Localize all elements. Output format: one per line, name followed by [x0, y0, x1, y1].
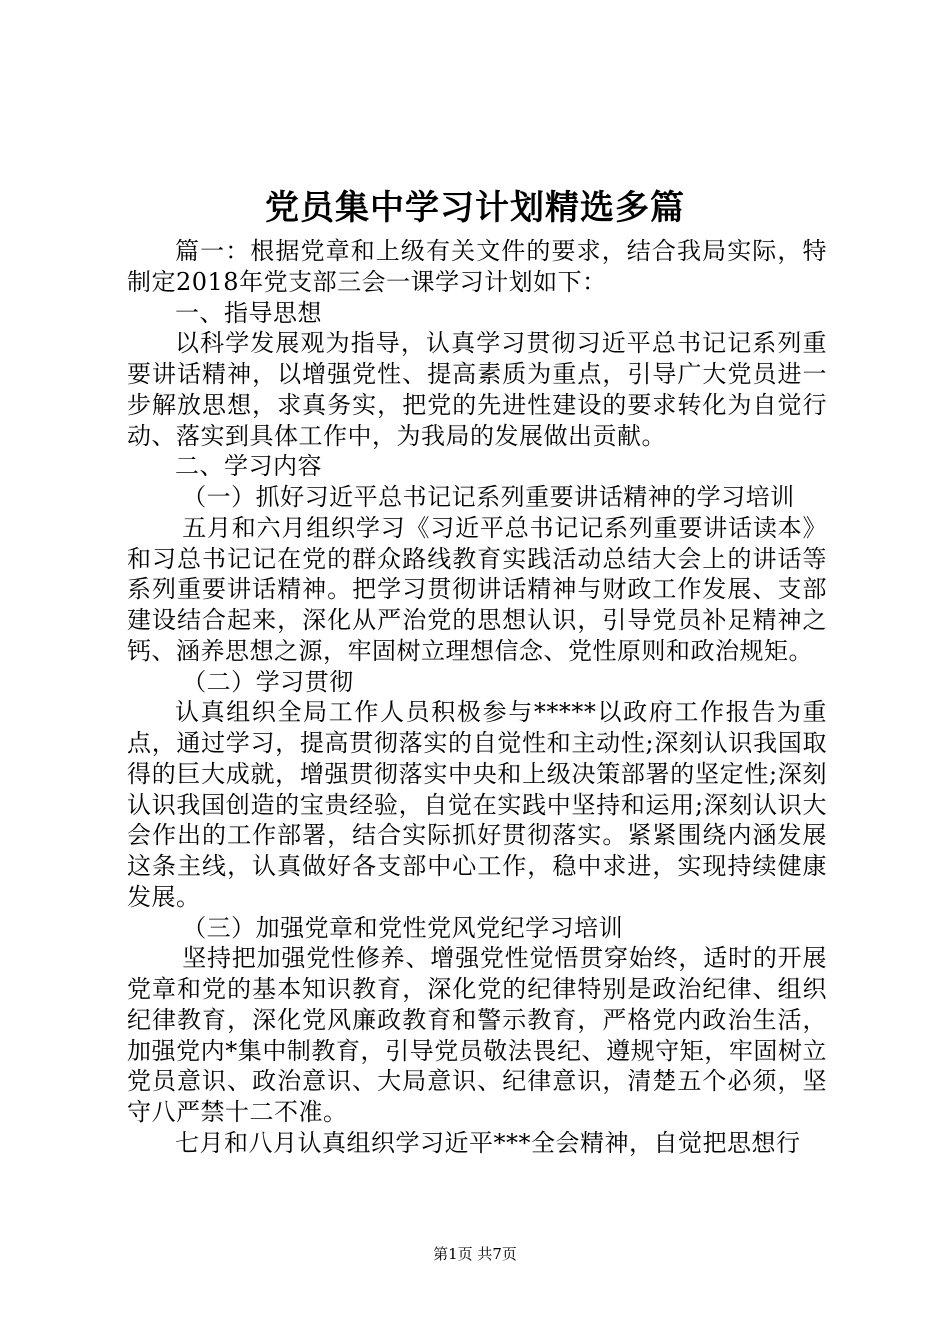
subheading-study-implement: （二）学习贯彻 [182, 667, 354, 696]
subheading-speech-study: （一）抓好习近平总书记记系列重要讲话精神的学习培训 [182, 483, 795, 511]
paragraph-july-august: 七月和八月认真组织学习近平***全会精神，自觉把思想行 [175, 1128, 801, 1157]
paragraph-party-discipline: 坚持把加强党性修养、增强党性觉悟贯穿始终，适时的开展党章和党的基本知识教育，深化党的纪律特别是政治纪律、组织纪律教育，深化党风廉政教育和警示教育，严格党内政治生活，加强党内*集中制教育，引导党员敬法畏纪、遵规守矩，牢固树立党员意识、政治意识、大局意识、纪律意识，清楚五个必须，坚守八严禁十二不准。 [127, 944, 827, 1126]
paragraph-study-implement: 认真组织全局工作人员积极参与*****以政府工作报告为重点，通过学习，提高贯彻落实的自觉性和主动性;深刻认识我国取得的巨大成就，增强贯彻落实中央和上级决策部署的坚定性;深刻认识我国创造的宝贵经验，自觉在实践中坚持和运用;深刻认识大会作出的工作部署，结合实际抓好贯彻落实。紧紧围绕内涵发展这条主线，认真做好各支部中心工作，稳中求进，实现持续健康发展。 [127, 698, 827, 911]
subheading-party-discipline: （三）加强党章和党性党风党纪学习培训 [182, 913, 624, 942]
document-title: 党员集中学习计划精选多篇 [265, 188, 685, 228]
section-heading-guiding-ideology: 一、指导思想 [175, 298, 322, 327]
page-number-footer: 第1页 共7页 [433, 1245, 517, 1263]
section-heading-study-content: 二、学习内容 [175, 452, 322, 481]
paragraph-intro: 篇一：根据党章和上级有关文件的要求，结合我局实际，特制定2018年党支部三会一课学习计划如下： [127, 237, 827, 296]
paragraph-speech-study: 五月和六月组织学习《习近平总书记记系列重要讲话读本》和习总书记记在党的群众路线教育实践活动总结大会上的讲话等系列重要讲话精神。把学习贯彻讲话精神与财政工作发展、支部建设结合起来，深化从严治党的思想认识，引导党员补足精神之钙、涵养思想之源，牢固树立理想信念、党性原则和政治规矩。 [127, 513, 827, 665]
document-body [127, 236, 827, 1159]
paragraph-guiding-ideology: 以科学发展观为指导，认真学习贯彻习近平总书记记系列重要讲话精神，以增强党性、提高素质为重点，引导广大党员进一步解放思想，求真务实，把党的先进性建设的要求转化为自觉行动、落实到具体工作中，为我局的发展做出贡献。 [127, 329, 827, 450]
